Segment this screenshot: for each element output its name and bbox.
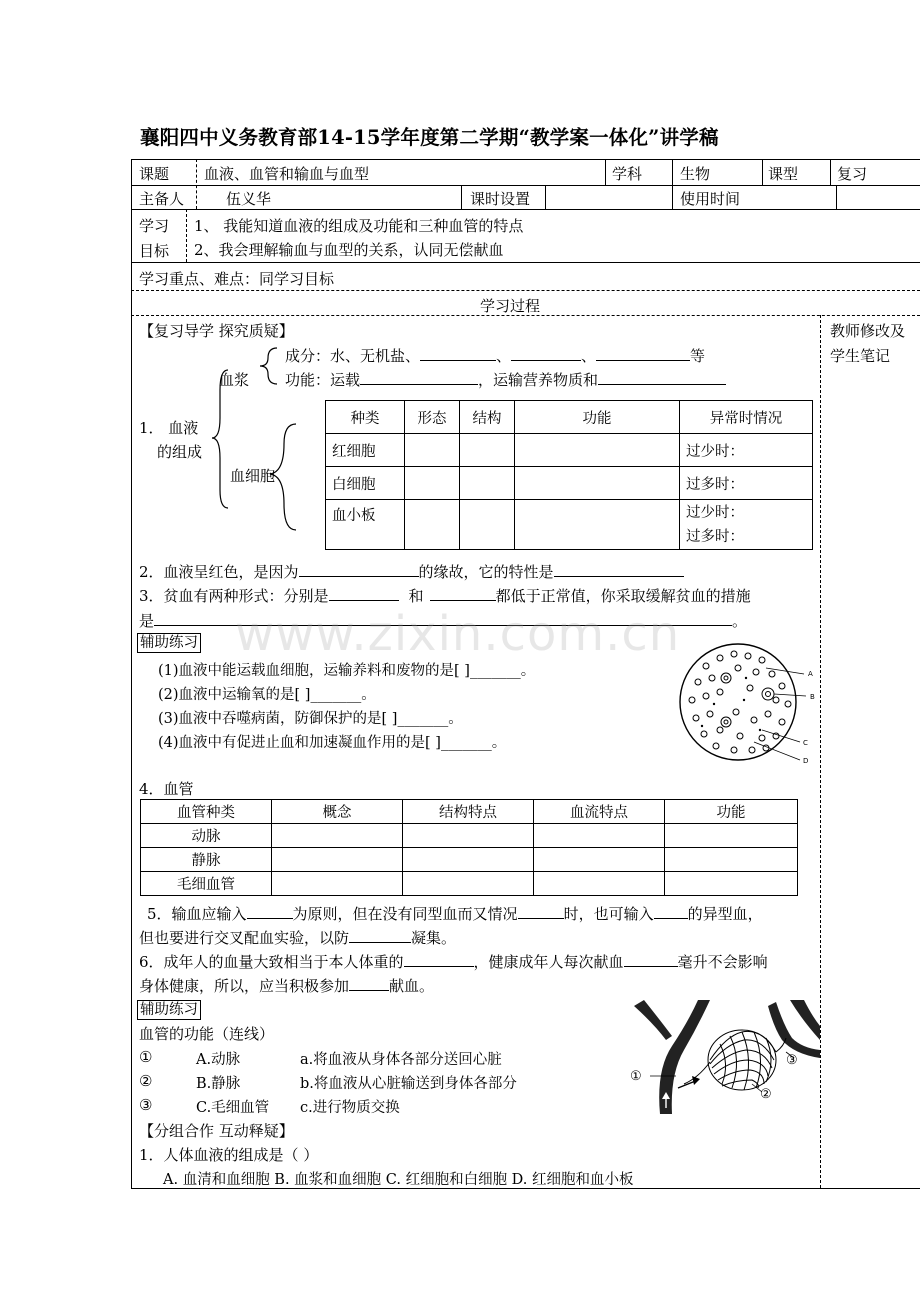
table-row bbox=[141, 824, 798, 848]
vessel-table-header: 血流特点 bbox=[534, 800, 665, 824]
answer-cell[interactable] bbox=[460, 434, 515, 467]
q5-text: 的异型血， bbox=[687, 905, 763, 923]
question-6 bbox=[139, 951, 768, 972]
frame-divider bbox=[830, 159, 831, 185]
answer-blank[interactable] bbox=[554, 562, 684, 577]
answer-blank[interactable] bbox=[360, 370, 478, 385]
cell-table-header: 功能 bbox=[515, 401, 680, 434]
usage-time-label: 使用时间 bbox=[680, 190, 741, 208]
q3-text: 3．贫血有两种形式：分别是 bbox=[139, 587, 329, 605]
topic-value: 血液、血管和输血与血型 bbox=[204, 165, 370, 183]
answer-cell[interactable] bbox=[665, 848, 798, 872]
table-row bbox=[141, 848, 798, 872]
frame-divider bbox=[672, 159, 673, 209]
aux-question: (3)血液中吞噬病菌，防御保护的是[ ]_______。 bbox=[158, 711, 463, 727]
answer-cell[interactable] bbox=[534, 824, 665, 848]
table-row bbox=[326, 434, 813, 467]
plasma-label: 血浆 bbox=[219, 371, 250, 389]
lesson-type-value: 复习 bbox=[837, 165, 868, 183]
cell-table-header: 结构 bbox=[460, 401, 515, 434]
question-5-line2 bbox=[139, 927, 456, 948]
answer-blank[interactable] bbox=[511, 346, 581, 361]
matching-function[interactable]: a.将血液从身体各部分送回心脏 bbox=[300, 1052, 502, 1068]
abnormal-condition: 过少时： bbox=[686, 504, 744, 521]
objectives-label-2: 目标 bbox=[139, 242, 170, 260]
table-row bbox=[326, 467, 813, 500]
aux-practice-label: 辅助练习 bbox=[137, 1000, 201, 1020]
matching-item[interactable]: C.毛细血管 bbox=[196, 1100, 270, 1116]
frame-divider bbox=[836, 185, 837, 209]
q5-text: 为原则，但在没有同型血而又情况 bbox=[292, 905, 518, 923]
key-points: 学习重点、难点：同学习目标 bbox=[139, 270, 335, 288]
plasma-composition bbox=[285, 345, 705, 366]
answer-cell[interactable] bbox=[405, 467, 460, 500]
objective-2: 2、我会理解输血与血型的关系，认同无偿献血 bbox=[194, 241, 504, 259]
vessel-table-header: 概念 bbox=[272, 800, 403, 824]
figure-label: ③ bbox=[786, 1053, 798, 1068]
answer-cell[interactable] bbox=[405, 434, 460, 467]
section-4-heading: 4．血管 bbox=[139, 780, 194, 798]
figure-label: B bbox=[810, 693, 815, 701]
q2-text: 2．血液呈红色，是因为 bbox=[139, 563, 299, 581]
answer-cell[interactable] bbox=[665, 872, 798, 896]
answer-blank[interactable] bbox=[654, 904, 688, 919]
answer-cell[interactable] bbox=[534, 872, 665, 896]
figure-label: C bbox=[803, 739, 808, 747]
answer-cell[interactable] bbox=[405, 500, 460, 550]
q3-text: 和 bbox=[408, 587, 424, 605]
answer-cell[interactable] bbox=[460, 467, 515, 500]
vessel-table-header: 血管种类 bbox=[141, 800, 272, 824]
matching-function[interactable]: b.将血液从心脏输送到身体各部分 bbox=[300, 1076, 517, 1092]
subject-label: 学科 bbox=[612, 165, 643, 183]
q3-text: 都低于正常值，你采取缓解贫血的措施 bbox=[495, 587, 751, 605]
matching-number: ③ bbox=[139, 1096, 153, 1114]
composition-prefix: 成分：水、无机盐、 bbox=[285, 347, 421, 365]
abnormal-condition: 过多时： bbox=[686, 528, 744, 545]
abnormal-condition: 过多时： bbox=[680, 467, 813, 500]
separator: 、 bbox=[496, 347, 512, 365]
q6-text: 身体健康，所以，应当积极参加 bbox=[139, 977, 350, 995]
q6-text: 毫升不会影响 bbox=[677, 953, 768, 971]
q6-text: ，健康成年人每次献血 bbox=[473, 953, 624, 971]
answer-cell[interactable] bbox=[534, 848, 665, 872]
side-note-line2: 学生笔记 bbox=[830, 347, 891, 365]
objectives-label-1: 学习 bbox=[139, 217, 170, 235]
process-heading: 学习过程 bbox=[480, 297, 541, 315]
matching-number: ② bbox=[139, 1072, 153, 1090]
function-mid: ，运输营养物质和 bbox=[478, 371, 599, 389]
separator: 、 bbox=[581, 347, 597, 365]
cell-type-name: 红细胞 bbox=[326, 434, 405, 467]
frame-divider bbox=[545, 185, 546, 209]
vessel-table-header: 结构特点 bbox=[403, 800, 534, 824]
frame-left-line bbox=[131, 159, 132, 1189]
frame-line bbox=[131, 209, 920, 210]
q5-text: 5．输血应输入 bbox=[147, 905, 247, 923]
q5-text: 但也要进行交叉配血实验，以防 bbox=[139, 929, 350, 947]
question-6-line2 bbox=[139, 975, 434, 996]
function-prefix: 功能：运载 bbox=[285, 371, 361, 389]
aux-practice-label: 辅助练习 bbox=[137, 633, 201, 653]
composition-suffix: 等 bbox=[690, 347, 706, 365]
preparer-value: 伍义华 bbox=[226, 190, 272, 208]
frame-divider bbox=[762, 159, 763, 185]
answer-blank[interactable] bbox=[598, 370, 726, 385]
subject-value: 生物 bbox=[680, 165, 711, 183]
vessel-type: 动脉 bbox=[141, 824, 272, 848]
answer-cell[interactable] bbox=[272, 872, 403, 896]
section-heading-group: 【分组合作 互动释疑】 bbox=[139, 1122, 294, 1140]
answer-cell[interactable] bbox=[272, 824, 403, 848]
group-question-1-options[interactable]: A. 血清和血细胞 B. 血浆和血细胞 C. 红细胞和白细胞 D. 红细胞和血小板 bbox=[163, 1172, 634, 1188]
lesson-type-label: 课型 bbox=[768, 165, 799, 183]
objective-1: 1、 我能知道血液的组成及功能和三种血管的特点 bbox=[194, 217, 524, 235]
answer-blank[interactable] bbox=[518, 904, 564, 919]
answer-blank[interactable] bbox=[349, 928, 411, 943]
table-row bbox=[326, 500, 813, 550]
abnormal-condition: 过少时： bbox=[680, 434, 813, 467]
frame-line bbox=[131, 262, 920, 263]
question-2 bbox=[139, 561, 684, 582]
answer-cell[interactable] bbox=[272, 848, 403, 872]
watermark: www.zixin.com.cn bbox=[235, 606, 681, 662]
answer-cell[interactable] bbox=[403, 824, 534, 848]
matching-item[interactable]: A.动脉 bbox=[196, 1052, 241, 1068]
topic-label: 课题 bbox=[139, 165, 170, 183]
q5-text: 时，也可输入 bbox=[563, 905, 654, 923]
plasma-function bbox=[285, 369, 726, 390]
figure-label: ② bbox=[760, 1087, 772, 1102]
answer-cell[interactable] bbox=[460, 500, 515, 550]
aux-question: (2)血液中运输氧的是[ ]_______。 bbox=[158, 687, 376, 703]
page-title: 襄阳四中义务教育部14-15学年度第二学期“教学案一体化”讲学稿 bbox=[140, 126, 719, 149]
answer-blank[interactable] bbox=[299, 562, 419, 577]
frame-divider bbox=[461, 185, 462, 209]
frame-divider bbox=[196, 159, 197, 209]
figure-label: ① bbox=[630, 1069, 642, 1084]
question-3 bbox=[139, 585, 751, 606]
frame-dashed-line bbox=[131, 290, 920, 291]
answer-cell[interactable] bbox=[665, 824, 798, 848]
figure-label: D bbox=[803, 757, 809, 765]
answer-blank[interactable] bbox=[329, 586, 399, 601]
q5-text: 凝集。 bbox=[411, 929, 457, 947]
period-label: 课时设置 bbox=[470, 190, 531, 208]
answer-cell[interactable] bbox=[515, 467, 680, 500]
cell-table-header: 种类 bbox=[326, 401, 405, 434]
side-note-line1: 教师修改及 bbox=[830, 322, 906, 340]
answer-blank[interactable] bbox=[420, 346, 496, 361]
frame-line bbox=[131, 185, 920, 186]
frame-top-line bbox=[131, 159, 920, 160]
blood-smear-figure bbox=[676, 638, 821, 770]
answer-blank[interactable] bbox=[624, 952, 678, 967]
answer-cell[interactable] bbox=[515, 500, 680, 550]
matching-number: ① bbox=[139, 1048, 153, 1066]
frame-divider bbox=[186, 209, 187, 262]
answer-cell[interactable] bbox=[515, 434, 680, 467]
vessel-type: 毛细血管 bbox=[141, 872, 272, 896]
q6-text: 6．成年人的血量大致相当于本人体重的 bbox=[139, 953, 404, 971]
blood-composition-label-2: 的组成 bbox=[157, 443, 203, 461]
figure-label: A bbox=[808, 670, 813, 678]
capillary-network-figure bbox=[626, 1000, 820, 1114]
answer-blank[interactable] bbox=[349, 976, 389, 991]
answer-blank[interactable] bbox=[404, 952, 474, 967]
abnormal-condition-cell bbox=[680, 500, 813, 550]
cell-type-name: 血小板 bbox=[326, 500, 405, 550]
answer-blank[interactable] bbox=[430, 586, 496, 601]
blood-cells-label: 血细胞 bbox=[230, 467, 276, 485]
blood-composition-label-1: 1． 血液 bbox=[139, 419, 199, 437]
cell-type-name: 白细胞 bbox=[326, 467, 405, 500]
answer-cell[interactable] bbox=[403, 848, 534, 872]
vessel-table-header: 功能 bbox=[665, 800, 798, 824]
blood-cell-table bbox=[325, 400, 813, 550]
blood-vessel-table bbox=[140, 799, 798, 896]
table-row bbox=[141, 872, 798, 896]
preparer-label: 主备人 bbox=[139, 190, 185, 208]
answer-blank[interactable] bbox=[247, 904, 293, 919]
cell-table-header: 形态 bbox=[405, 401, 460, 434]
matching-item[interactable]: B.静脉 bbox=[196, 1076, 241, 1092]
q3-text: 。 bbox=[732, 612, 748, 630]
aux-question: (1)血液中能运载血细胞，运输养料和废物的是[ ]_______。 bbox=[158, 663, 536, 679]
q3-text: 是 bbox=[139, 612, 155, 630]
answer-cell[interactable] bbox=[403, 872, 534, 896]
section-heading-review: 【复习导学 探究质疑】 bbox=[139, 322, 294, 340]
vessel-type: 静脉 bbox=[141, 848, 272, 872]
matching-heading: 血管的功能（连线） bbox=[139, 1025, 275, 1043]
question-5 bbox=[147, 903, 763, 924]
cell-table-header: 异常时情况 bbox=[680, 401, 813, 434]
answer-blank[interactable] bbox=[596, 346, 690, 361]
q6-text: 献血。 bbox=[389, 977, 435, 995]
group-question-1: 1．人体血液的组成是（ ） bbox=[139, 1146, 319, 1164]
frame-divider bbox=[605, 159, 606, 185]
aux-question: (4)血液中有促进止血和加速凝血作用的是[ ]_______。 bbox=[158, 735, 507, 751]
q2-text: 的缘故，它的特性是 bbox=[418, 563, 554, 581]
matching-function[interactable]: c.进行物质交换 bbox=[300, 1100, 400, 1116]
